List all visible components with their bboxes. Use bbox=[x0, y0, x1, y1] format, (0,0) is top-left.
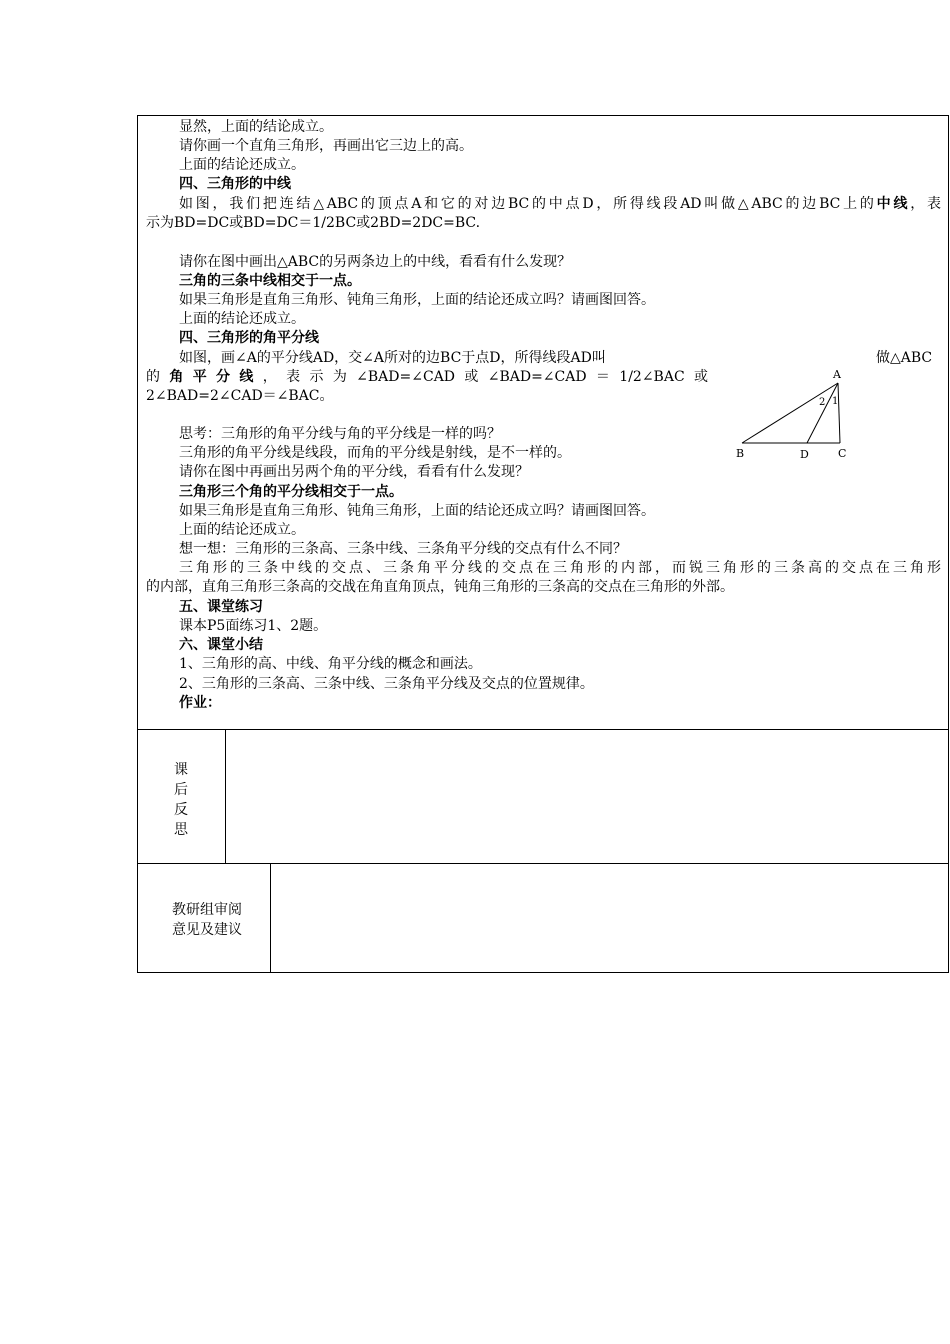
text-line: 2∠BAD=2∠CAD＝∠BAC。 bbox=[146, 388, 334, 404]
side-ab bbox=[742, 383, 838, 443]
triangle-figure bbox=[734, 366, 854, 466]
bisector-ad bbox=[807, 383, 838, 443]
section-heading-bisector: 四、三角形的角平分线 bbox=[179, 330, 319, 346]
lesson-content-cell bbox=[138, 116, 948, 730]
conclusion-text: 三角形三个角的平分线相交于一点。 bbox=[179, 484, 403, 500]
lesson-table bbox=[137, 115, 949, 973]
review-label-line2: 意见及建议 bbox=[172, 922, 242, 938]
text-line: 思考：三角形的角平分线与角的平分线是一样的吗？ bbox=[179, 426, 501, 442]
reflection-row bbox=[138, 730, 948, 864]
text-line: 如图，我们把连结△ABC的顶点A和它的对边BC的中点D，所得线段AD叫做△ABC的边BC上的中线，表 bbox=[179, 196, 942, 212]
text-line: 请你在图中画出△ABC的另两条边上的中线，看看有什么发现？ bbox=[179, 254, 572, 270]
review-label-cell bbox=[138, 864, 271, 972]
section-heading-median: 四、三角形的中线 bbox=[179, 176, 291, 192]
review-label-line1: 教研组审阅 bbox=[172, 902, 242, 918]
text-line: 上面的结论还成立。 bbox=[179, 157, 305, 173]
text-line: 课本P5面练习1、2题。 bbox=[179, 618, 328, 634]
side-ac bbox=[838, 383, 840, 443]
text-line: 显然，上面的结论成立。 bbox=[179, 119, 333, 135]
label-a: A bbox=[833, 368, 841, 381]
reflection-label-cell bbox=[138, 730, 226, 863]
text-line: 2、三角形的三条高、三条中线、三条角平分线及交点的位置规律。 bbox=[179, 676, 594, 692]
reflection-label: 课 后 反 思 bbox=[174, 762, 188, 838]
text-line: 的内部，直角三角形三条高的交战在角直角顶点，钝角三角形的三条高的交点在三角形的外部。 bbox=[146, 579, 734, 595]
text-line: 如果三角形是直角三角形、钝角三角形，上面的结论还成立吗？请画图回答。 bbox=[179, 292, 655, 308]
label-b: B bbox=[736, 447, 745, 460]
text-line: 上面的结论还成立。 bbox=[179, 311, 305, 327]
text-line: 示为BD=DC或BD=DC＝1/2BC或2BD=2DC=BC. bbox=[146, 215, 481, 231]
text-line: 1、三角形的高、中线、角平分线的概念和画法。 bbox=[179, 656, 482, 672]
review-row bbox=[138, 864, 948, 972]
label-angle-2: 2 bbox=[819, 397, 826, 408]
text-line: 请你在图中再画出另两个角的平分线，看看有什么发现？ bbox=[179, 464, 529, 480]
label-c: C bbox=[838, 447, 847, 460]
text-line: 想一想：三角形的三条高、三条中线、三条角平分线的交点有什么不同？ bbox=[179, 541, 627, 557]
label-d: D bbox=[800, 448, 809, 461]
text-line: 上面的结论还成立。 bbox=[179, 522, 305, 538]
text-line: 做△ABC bbox=[876, 350, 933, 366]
homework-label: 作业： bbox=[179, 695, 221, 711]
section-heading-practice: 五、课堂练习 bbox=[179, 599, 263, 615]
text-line: 如果三角形是直角三角形、钝角三角形，上面的结论还成立吗？请画图回答。 bbox=[179, 503, 655, 519]
text-line: 三角形的三条中线的交点、三条角平分线的交点在三角形的内部，而锐三角形的三条高的交点在三角形 bbox=[179, 560, 941, 576]
label-angle-1: 1 bbox=[832, 396, 839, 407]
section-heading-summary: 六、课堂小结 bbox=[179, 637, 263, 653]
text-line: 的角平分线，表示为∠BAD=∠CAD或∠BAD=∠CAD＝1/2∠BAC或 bbox=[146, 369, 709, 385]
text-line: 如图，画∠A的平分线AD，交∠A所对的边BC于点D，所得线段AD叫 bbox=[179, 350, 606, 366]
text-line: 三角形的角平分线是线段，而角的平分线是射线，是不一样的。 bbox=[179, 445, 571, 461]
conclusion-text: 三角的三条中线相交于一点。 bbox=[179, 273, 361, 289]
text-line: 请你画一个直角三角形，再画出它三边上的高。 bbox=[179, 138, 473, 154]
